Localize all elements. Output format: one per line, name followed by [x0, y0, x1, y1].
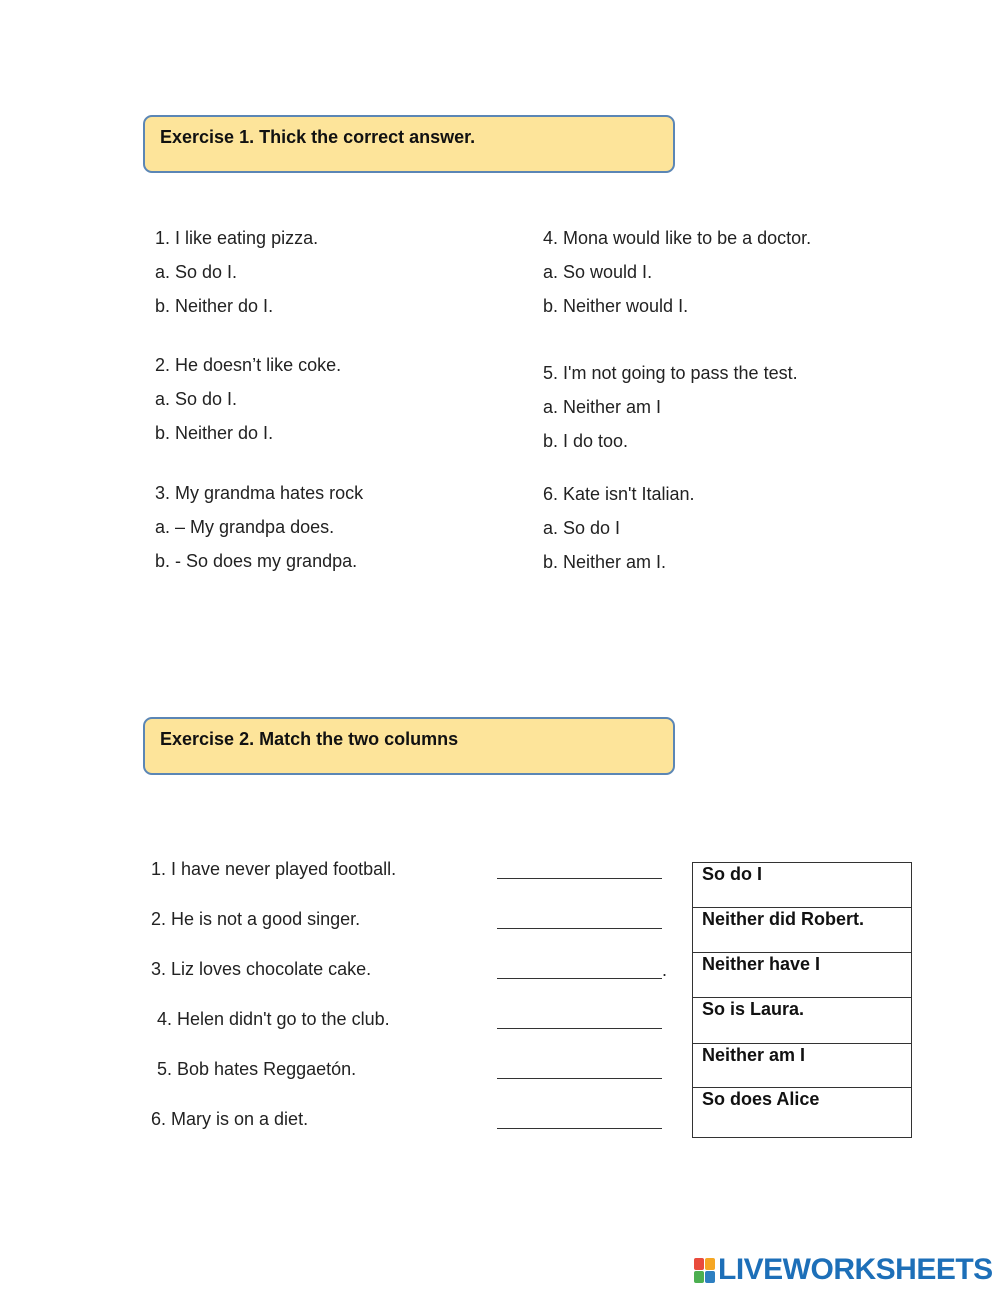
question-2-option-b[interactable]: b. Neither do I. — [155, 423, 274, 443]
question-1-option-b[interactable]: b. Neither do I. — [155, 296, 274, 316]
question-6-option-b[interactable]: b. Neither am I. — [543, 552, 667, 572]
match-statement-3: 3. Liz loves chocolate cake. — [151, 959, 372, 979]
question-3: 3. My grandma hates rock — [155, 483, 364, 503]
answer-option-6[interactable]: So does Alice — [693, 1088, 912, 1138]
exercise-2-header — [143, 717, 675, 775]
answer-option-4[interactable]: So is Laura. — [693, 998, 912, 1044]
answer-option-3[interactable]: Neither have I — [693, 953, 912, 998]
question-5-option-b[interactable]: b. I do too. — [543, 431, 629, 451]
exercise-1-header — [143, 115, 675, 173]
answer-blank-6[interactable] — [497, 1128, 662, 1129]
question-2: 2. He doesn’t like coke. — [155, 355, 342, 375]
question-1: 1. I like eating pizza. — [155, 228, 319, 248]
match-statement-5: 5. Bob hates Reggaetón. — [157, 1059, 357, 1079]
exercise-2-title: Exercise 2. Match the two columns — [160, 729, 459, 749]
question-4-option-b[interactable]: b. Neither would I. — [543, 296, 689, 316]
question-2-option-a[interactable]: a. So do I. — [155, 389, 238, 409]
answer-option-2[interactable]: Neither did Robert. — [693, 908, 912, 953]
question-4-option-a[interactable]: a. So would I. — [543, 262, 653, 282]
question-6: 6. Kate isn't Italian. — [543, 484, 695, 504]
match-statement-4: 4. Helen didn't go to the club. — [157, 1009, 390, 1029]
answer-blank-5[interactable] — [497, 1078, 662, 1079]
answer-blank-2[interactable] — [497, 928, 662, 929]
answer-options-table — [692, 862, 912, 1138]
question-6-option-a[interactable]: a. So do I — [543, 518, 621, 538]
answer-blank-4[interactable] — [497, 1028, 662, 1029]
exercise-1-title: Exercise 1. Thick the correct answer. — [160, 127, 476, 147]
logo-blocks-icon — [694, 1258, 714, 1282]
blank-3-period: . — [662, 960, 668, 980]
question-3-option-a[interactable]: a. – My grandpa does. — [155, 517, 335, 537]
answer-option-1[interactable]: So do I — [693, 863, 912, 908]
question-5: 5. I'm not going to pass the test. — [543, 363, 798, 383]
answer-blank-1[interactable] — [497, 878, 662, 879]
question-5-option-a[interactable]: a. Neither am I — [543, 397, 662, 417]
match-statement-6: 6. Mary is on a diet. — [151, 1109, 309, 1129]
logo-text: LIVEWORKSHEETS — [718, 1253, 993, 1286]
question-4: 4. Mona would like to be a doctor. — [543, 228, 812, 248]
match-statement-1: 1. I have never played football. — [151, 859, 397, 879]
match-statement-2: 2. He is not a good singer. — [151, 909, 361, 929]
question-3-option-b[interactable]: b. - So does my grandpa. — [155, 551, 358, 571]
question-1-option-a[interactable]: a. So do I. — [155, 262, 238, 282]
answer-blank-3[interactable] — [497, 978, 662, 979]
answer-option-5[interactable]: Neither am I — [693, 1044, 912, 1088]
liveworksheets-logo — [694, 1255, 993, 1285]
